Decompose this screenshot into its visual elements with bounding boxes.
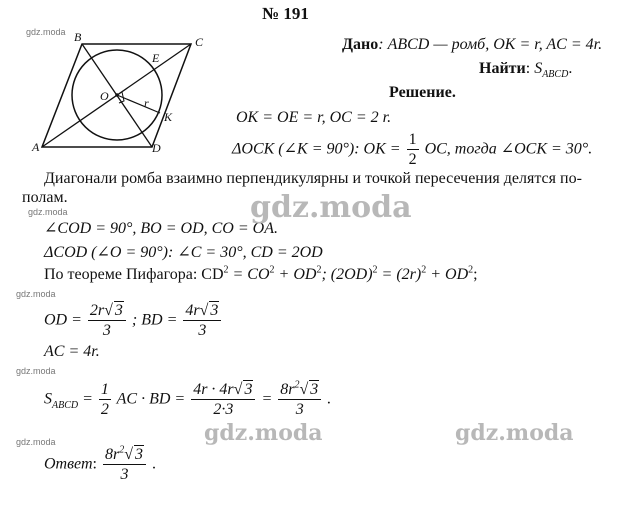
fraction-od: [88, 303, 126, 339]
fraction-area-1: [191, 382, 255, 418]
fraction-half: [407, 132, 419, 168]
l8-den2: 3: [198, 322, 207, 339]
fraction-bd: [183, 303, 221, 339]
l10-eq2: =: [261, 390, 277, 408]
l7-p4: 2: [372, 264, 378, 276]
line-1: OK = OE = r, OC = 2 r.: [236, 109, 392, 126]
sqrt-sign: √: [199, 302, 209, 319]
watermark-small: gdz.moda: [26, 27, 66, 37]
l8-den: 3: [102, 322, 111, 339]
find-label: Найти: [479, 60, 526, 77]
ans-num: 8r: [104, 446, 120, 463]
l7-b: = CO: [228, 266, 270, 283]
answer-line: [44, 444, 156, 483]
center-point: [115, 93, 119, 97]
answer-label: Ответ: [44, 455, 93, 473]
watermark-big: gdz.moda: [455, 420, 574, 446]
ans-den: 3: [120, 466, 129, 483]
sqrt-sign: √: [299, 381, 309, 398]
label-k: K: [164, 110, 173, 124]
label-r: r: [144, 96, 149, 110]
label-b: B: [74, 30, 82, 44]
l8-b: ; BD =: [131, 311, 182, 329]
l10-half-num: 1: [100, 381, 109, 398]
line-6: ΔCOD (∠O = 90°): ∠C = 30°, CD = 2OD: [44, 244, 323, 261]
watermark-small: gdz.moda: [16, 366, 56, 376]
line-2-part-a: ΔOCK (∠K = 90°): OK =: [232, 140, 405, 158]
line-7: [44, 266, 478, 284]
l10-b: AC · BD =: [116, 390, 190, 408]
line-3: Диагонали ромба взаимно перпендикулярны и точкой пересечения делятся по-: [44, 170, 582, 187]
l10-s: S: [44, 390, 52, 408]
l10-sub: ABCD: [52, 399, 79, 411]
l8-num-a: 2r: [89, 302, 105, 319]
ans-r: 3: [134, 446, 143, 463]
given-label: Дано: [342, 36, 379, 53]
line-5: ∠COD = 90°, BO = OD, CO = OA.: [44, 220, 278, 237]
l8-num2-r: 3: [210, 302, 219, 319]
find-dot: .: [568, 60, 573, 77]
l10-eq: =: [78, 390, 97, 408]
sqrt-sign: √: [104, 302, 113, 319]
l7-c: + OD: [274, 266, 317, 283]
l7-p6: 2: [468, 264, 474, 276]
find-colon: :: [525, 60, 531, 77]
find-sub: ABCD: [542, 69, 569, 81]
l10-frac2-num: 8r: [280, 381, 295, 398]
l10-half-den: 2: [100, 401, 109, 418]
l10-frac2-p: 2: [294, 379, 300, 391]
l7-a: По теореме Пифагора: CD: [44, 266, 224, 283]
sqrt-sign: √: [124, 446, 133, 463]
watermark-big: gdz.moda: [204, 420, 323, 446]
line-10: [44, 379, 332, 418]
l10-frac1-r: 3: [244, 381, 253, 398]
fraction-answer: [103, 444, 146, 483]
given-text: : ABCD — ромб, OK = r, AC = 4r.: [378, 36, 603, 53]
l8-num-r: 3: [114, 302, 123, 319]
line-2: [232, 132, 592, 168]
label-c: C: [195, 35, 204, 49]
watermark-big: gdz.moda: [250, 190, 412, 225]
l10-end: .: [327, 390, 332, 408]
l8-num2-a: 4r: [185, 302, 200, 319]
line-8: [44, 303, 223, 339]
sqrt-sign: √: [233, 381, 243, 398]
watermark-small: gdz.moda: [16, 289, 56, 299]
l10-frac1-den: 2·3: [213, 401, 234, 418]
line-4: полам.: [22, 189, 68, 206]
l10-frac2-r: 3: [310, 381, 319, 398]
label-o: O: [100, 89, 109, 103]
answer-colon: :: [92, 455, 101, 473]
label-a: A: [32, 140, 40, 154]
label-e: E: [152, 51, 160, 65]
l10-frac1-num: 4r · 4r: [193, 381, 234, 398]
rhombus-figure: [26, 34, 226, 154]
problem-number: № 191: [262, 4, 309, 23]
frac-num: 1: [408, 131, 417, 148]
find-line: [479, 60, 573, 81]
l7-p5: 2: [421, 264, 427, 276]
watermark-small: gdz.moda: [28, 207, 68, 217]
line-2-part-b: OC, тогда ∠OCK = 30°.: [424, 140, 593, 158]
ans-p: 2: [119, 444, 125, 456]
solution-title: Решение.: [389, 84, 456, 101]
line-9: AC = 4r.: [44, 343, 100, 360]
l10-frac2-den: 3: [295, 401, 304, 418]
label-d: D: [152, 141, 161, 155]
l7-p1: 2: [223, 264, 229, 276]
ans-end: .: [151, 455, 156, 473]
l7-p2: 2: [269, 264, 275, 276]
fraction-half-2: [99, 382, 111, 418]
l7-e: = (2r): [377, 266, 422, 283]
find-s: S: [534, 60, 543, 77]
given-line: [342, 36, 602, 54]
watermark-small: gdz.moda: [16, 437, 56, 447]
l7-d: ; (2OD): [321, 266, 373, 283]
l8-a: OD =: [44, 311, 86, 329]
l7-p3: 2: [316, 264, 322, 276]
l7-f: + OD: [426, 266, 469, 283]
l7-g: ;: [473, 266, 478, 283]
frac-den: 2: [408, 151, 417, 168]
fraction-area-2: [278, 379, 321, 418]
